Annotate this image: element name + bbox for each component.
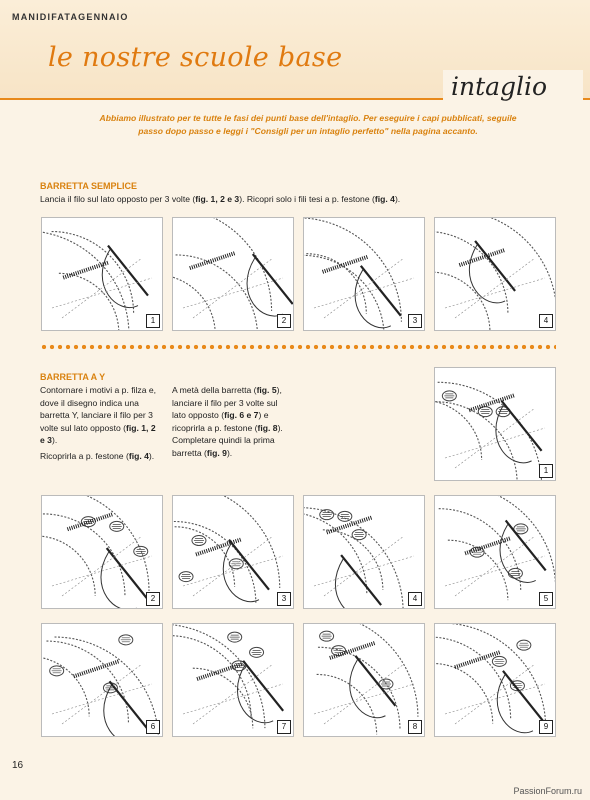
heading-barretta-semplice: BARRETTA SEMPLICE bbox=[40, 181, 138, 191]
embroidery-illustration bbox=[435, 368, 555, 480]
barretta-y-text-col1: Contornare i motivi a p. filza e, dove il disegno indica una barretta Y, lanciare il filo per 3 volte sul lato opposto (fig. 1, 2 e 3). bbox=[40, 385, 157, 446]
embroidery-illustration bbox=[304, 624, 424, 736]
barretta-y-text-col2: A metà della barretta (fig. 5), lanciare il filo per 3 volte sul lato opposto (fig. 6 e 7) e ricoprirla a p. festone (fig. 8). Completare quindi la prima barretta (fig. 9). bbox=[172, 385, 283, 458]
page-number: 16 bbox=[12, 760, 24, 771]
figure-number: 2 bbox=[146, 592, 160, 606]
figure-y-6 bbox=[41, 623, 163, 737]
barretta-semplice-text: Lancia il filo sul lato opposto per 3 volte (fig. 1, 2 e 3). Ricopri solo i fili tesi a p. festone (fig. 4). bbox=[40, 194, 401, 204]
figure-semplice-1 bbox=[41, 217, 163, 331]
figure-y-8 bbox=[303, 623, 425, 737]
embroidery-illustration bbox=[42, 218, 162, 330]
intro-text: Abbiamo illustrato per te tutte le fasi dei punti base dell'intaglio. Per eseguire i capi pubblicati, seguile passo dopo passo e leggi i "Consigli per un intaglio perfetto" nella pagina accanto. bbox=[99, 113, 517, 136]
figure-number: 3 bbox=[408, 314, 422, 328]
figure-y-9 bbox=[434, 623, 556, 737]
figure-y-7 bbox=[172, 623, 294, 737]
embroidery-illustration bbox=[435, 624, 555, 736]
figure-number: 4 bbox=[539, 314, 553, 328]
embroidery-illustration bbox=[42, 624, 162, 736]
figure-number: 1 bbox=[539, 464, 553, 478]
figure-number: 1 bbox=[146, 314, 160, 328]
figure-semplice-4 bbox=[434, 217, 556, 331]
figure-y-4 bbox=[303, 495, 425, 609]
figure-number: 7 bbox=[277, 720, 291, 734]
embroidery-illustration bbox=[173, 496, 293, 608]
section-title: intaglio bbox=[451, 72, 548, 101]
watermark: PassionForum.ru bbox=[513, 786, 582, 796]
figure-number: 6 bbox=[146, 720, 160, 734]
page-title: le nostre scuole base bbox=[48, 42, 343, 73]
figure-y-2 bbox=[41, 495, 163, 609]
figure-y-1 bbox=[434, 367, 556, 481]
figure-y-5 bbox=[434, 495, 556, 609]
figure-semplice-2 bbox=[172, 217, 294, 331]
figure-y-3 bbox=[172, 495, 294, 609]
figure-number: 5 bbox=[539, 592, 553, 606]
heading-barretta-y: BARRETTA A Y bbox=[40, 372, 106, 382]
figure-number: 3 bbox=[277, 592, 291, 606]
embroidery-illustration bbox=[173, 624, 293, 736]
figure-number: 9 bbox=[539, 720, 553, 734]
figure-number: 8 bbox=[408, 720, 422, 734]
embroidery-illustration bbox=[435, 496, 555, 608]
embroidery-illustration bbox=[435, 218, 555, 330]
figure-semplice-3 bbox=[303, 217, 425, 331]
figure-number: 2 bbox=[277, 314, 291, 328]
dotted-divider bbox=[40, 344, 556, 350]
magazine-name: MANIDIFATAGENNAIO bbox=[12, 12, 129, 22]
embroidery-illustration bbox=[42, 496, 162, 608]
embroidery-illustration bbox=[304, 218, 424, 330]
embroidery-illustration bbox=[173, 218, 293, 330]
figure-number: 4 bbox=[408, 592, 422, 606]
embroidery-illustration bbox=[304, 496, 424, 608]
barretta-y-text-col1b: Ricoprirla a p. festone (fig. 4). bbox=[40, 451, 155, 461]
